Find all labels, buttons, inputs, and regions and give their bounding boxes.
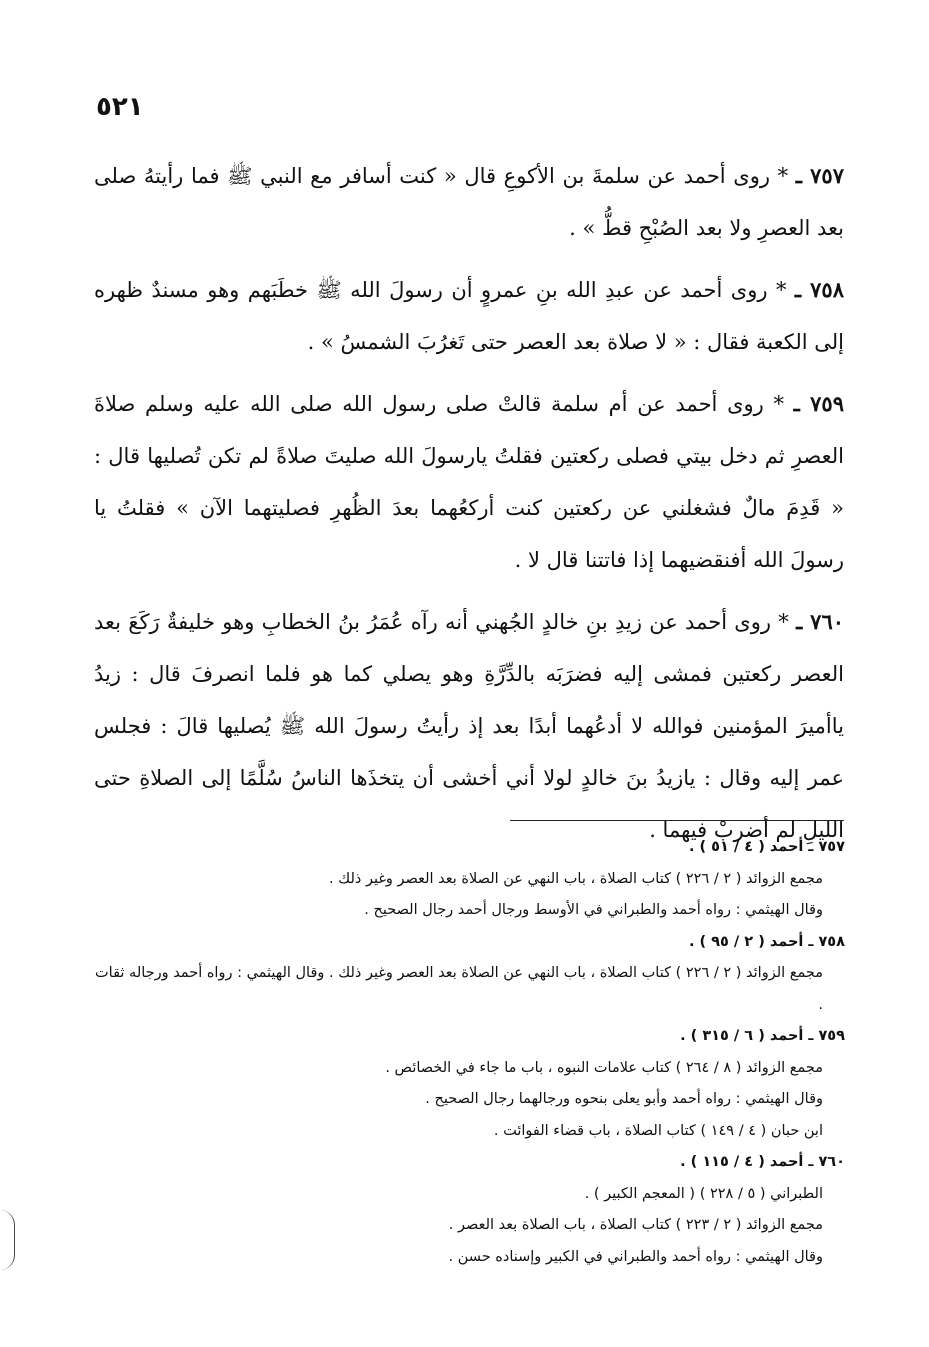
main-text bbox=[94, 150, 844, 866]
footnote-source: مجمع الزوائد ( ٢ / ٢٢٦ ) كتاب الصلاة ، باب النهي عن الصلاة بعد العصر وغير ذلك . bbox=[329, 870, 823, 887]
page-number: ٥٢١ bbox=[96, 92, 144, 122]
footnote-source: الطبراني ( ٥ / ٢٢٨ ) ( المعجم الكبير ) . bbox=[584, 1185, 823, 1202]
footnote-source: مجمع الزوائد ( ٨ / ٢٦٤ ) كتاب علامات النبوه ، باب ما جاء في الخصائص . bbox=[385, 1059, 823, 1076]
hadith-number: ٧٥٨ ـ bbox=[794, 277, 844, 302]
footnote-reference: ٧٥٩ ـ أحمد ( ٦ / ٣١٥ ) . bbox=[680, 1028, 845, 1044]
footnote-source: وقال الهيثمي : رواه أحمد والطبراني في الأوسط ورجال أحمد رجال الصحيح . bbox=[364, 902, 823, 918]
hadith-number: ٧٦٠ ـ bbox=[796, 609, 845, 634]
footnote-source: وقال الهيثمي : رواه أحمد والطبراني في الكبير وإسناده حسن . bbox=[448, 1248, 823, 1265]
hadith-text: * روى أحمد عن أم سلمة قالتْ صلى رسول الله صلى الله عليه وسلم صلاةَ العصرِ ثم دخل بيتي فصلى ركعتين فقلتُ يارسولَ الله صليتَ صلاةً لم تكن تُصليها قال : « قَدِمَ مالٌ فشغلني عن ركعتين كنت أركعُهما بعدَ الظُهرِ فصليتهما الآن » فقلتُ يا رسولَ الله أفنقضيهما إذا فاتتنا قال لا . bbox=[94, 392, 844, 572]
hadith-text: * روى أحمد عن سلمةَ بن الأكوعِ قال « كنت أسافر مع النبي ﷺ فما رأيتهُ صلى بعد العصرِ ولا بعد الصُبْحِ قطُّ » . bbox=[94, 164, 844, 240]
footnote-source: مجمع الزوائد ( ٢ / ٢٢٣ ) كتاب الصلاة ، باب الصلاة بعد العصر . bbox=[448, 1217, 823, 1233]
hadith-759 bbox=[94, 378, 844, 586]
footnotes bbox=[90, 832, 845, 1273]
footnote-divider bbox=[510, 820, 844, 821]
hadith-757 bbox=[94, 150, 844, 254]
hadith-758 bbox=[94, 264, 844, 368]
hadith-text: * روى أحمد عن زيدِ بنِ خالدٍ الجُهني أنه رآه عُمَرُ بنُ الخطابِ وهو خليفةٌ رَكَعَ بعد العصر ركعتين فمشى إليه فضرَبَه بالدِّرَّةِ وهو يصلي كما هو فلما انصرفَ قال : زيدُ ياأميرَ المؤمنين فوالله لا أدعُهما أبدًا بعد إذ رأيتُ رسولَ الله ﷺ يُصليها قالَ : فجلس عمر إليه وقال : يازيدُ بنَ خالدٍ لولا أني أخشى أن يتخذَها الناسُ سُلَّمًا إلى الصلاةِ حتى الليلِ لم أضربْ فيهما . bbox=[94, 610, 844, 842]
footnote-source: ابن حبان ( ٤ / ١٤٩ ) كتاب الصلاة ، باب قضاء الفوائت . bbox=[493, 1122, 823, 1139]
footnote-reference: ٧٦٠ ـ أحمد ( ٤ / ١١٥ ) . bbox=[680, 1154, 845, 1170]
footnote-reference: ٧٥٨ ـ أحمد ( ٢ / ٩٥ ) . bbox=[688, 933, 845, 950]
footnote-source: مجمع الزوائد ( ٢ / ٢٢٦ ) كتاب الصلاة ، باب النهي عن الصلاة بعد العصر وغير ذلك . وقال الهيثمي : رواه أحمد ورجاله ثقات . bbox=[95, 965, 823, 1013]
hadith-number: ٧٥٩ ـ bbox=[793, 391, 844, 416]
hadith-number: ٧٥٧ ـ bbox=[795, 163, 844, 188]
hadith-text: * روى أحمد عن عبدِ الله بنِ عمروٍ أن رسولَ الله ﷺ خطَبَهم وهو مسندٌ ظهره إلى الكعبة فقال : « لا صلاة بعد العصر حتى تَغرُبَ الشمسُ » . bbox=[94, 278, 844, 354]
hadith-760 bbox=[94, 596, 844, 856]
footnote-reference: ٧٥٧ ـ أحمد ( ٤ / ٥١ ) . bbox=[688, 839, 845, 855]
footnote-source: وقال الهيثمي : رواه أحمد وأبو يعلى بنحوه ورجالهما رجال الصحيح . bbox=[425, 1091, 823, 1107]
scan-edge-mark bbox=[0, 1210, 15, 1270]
